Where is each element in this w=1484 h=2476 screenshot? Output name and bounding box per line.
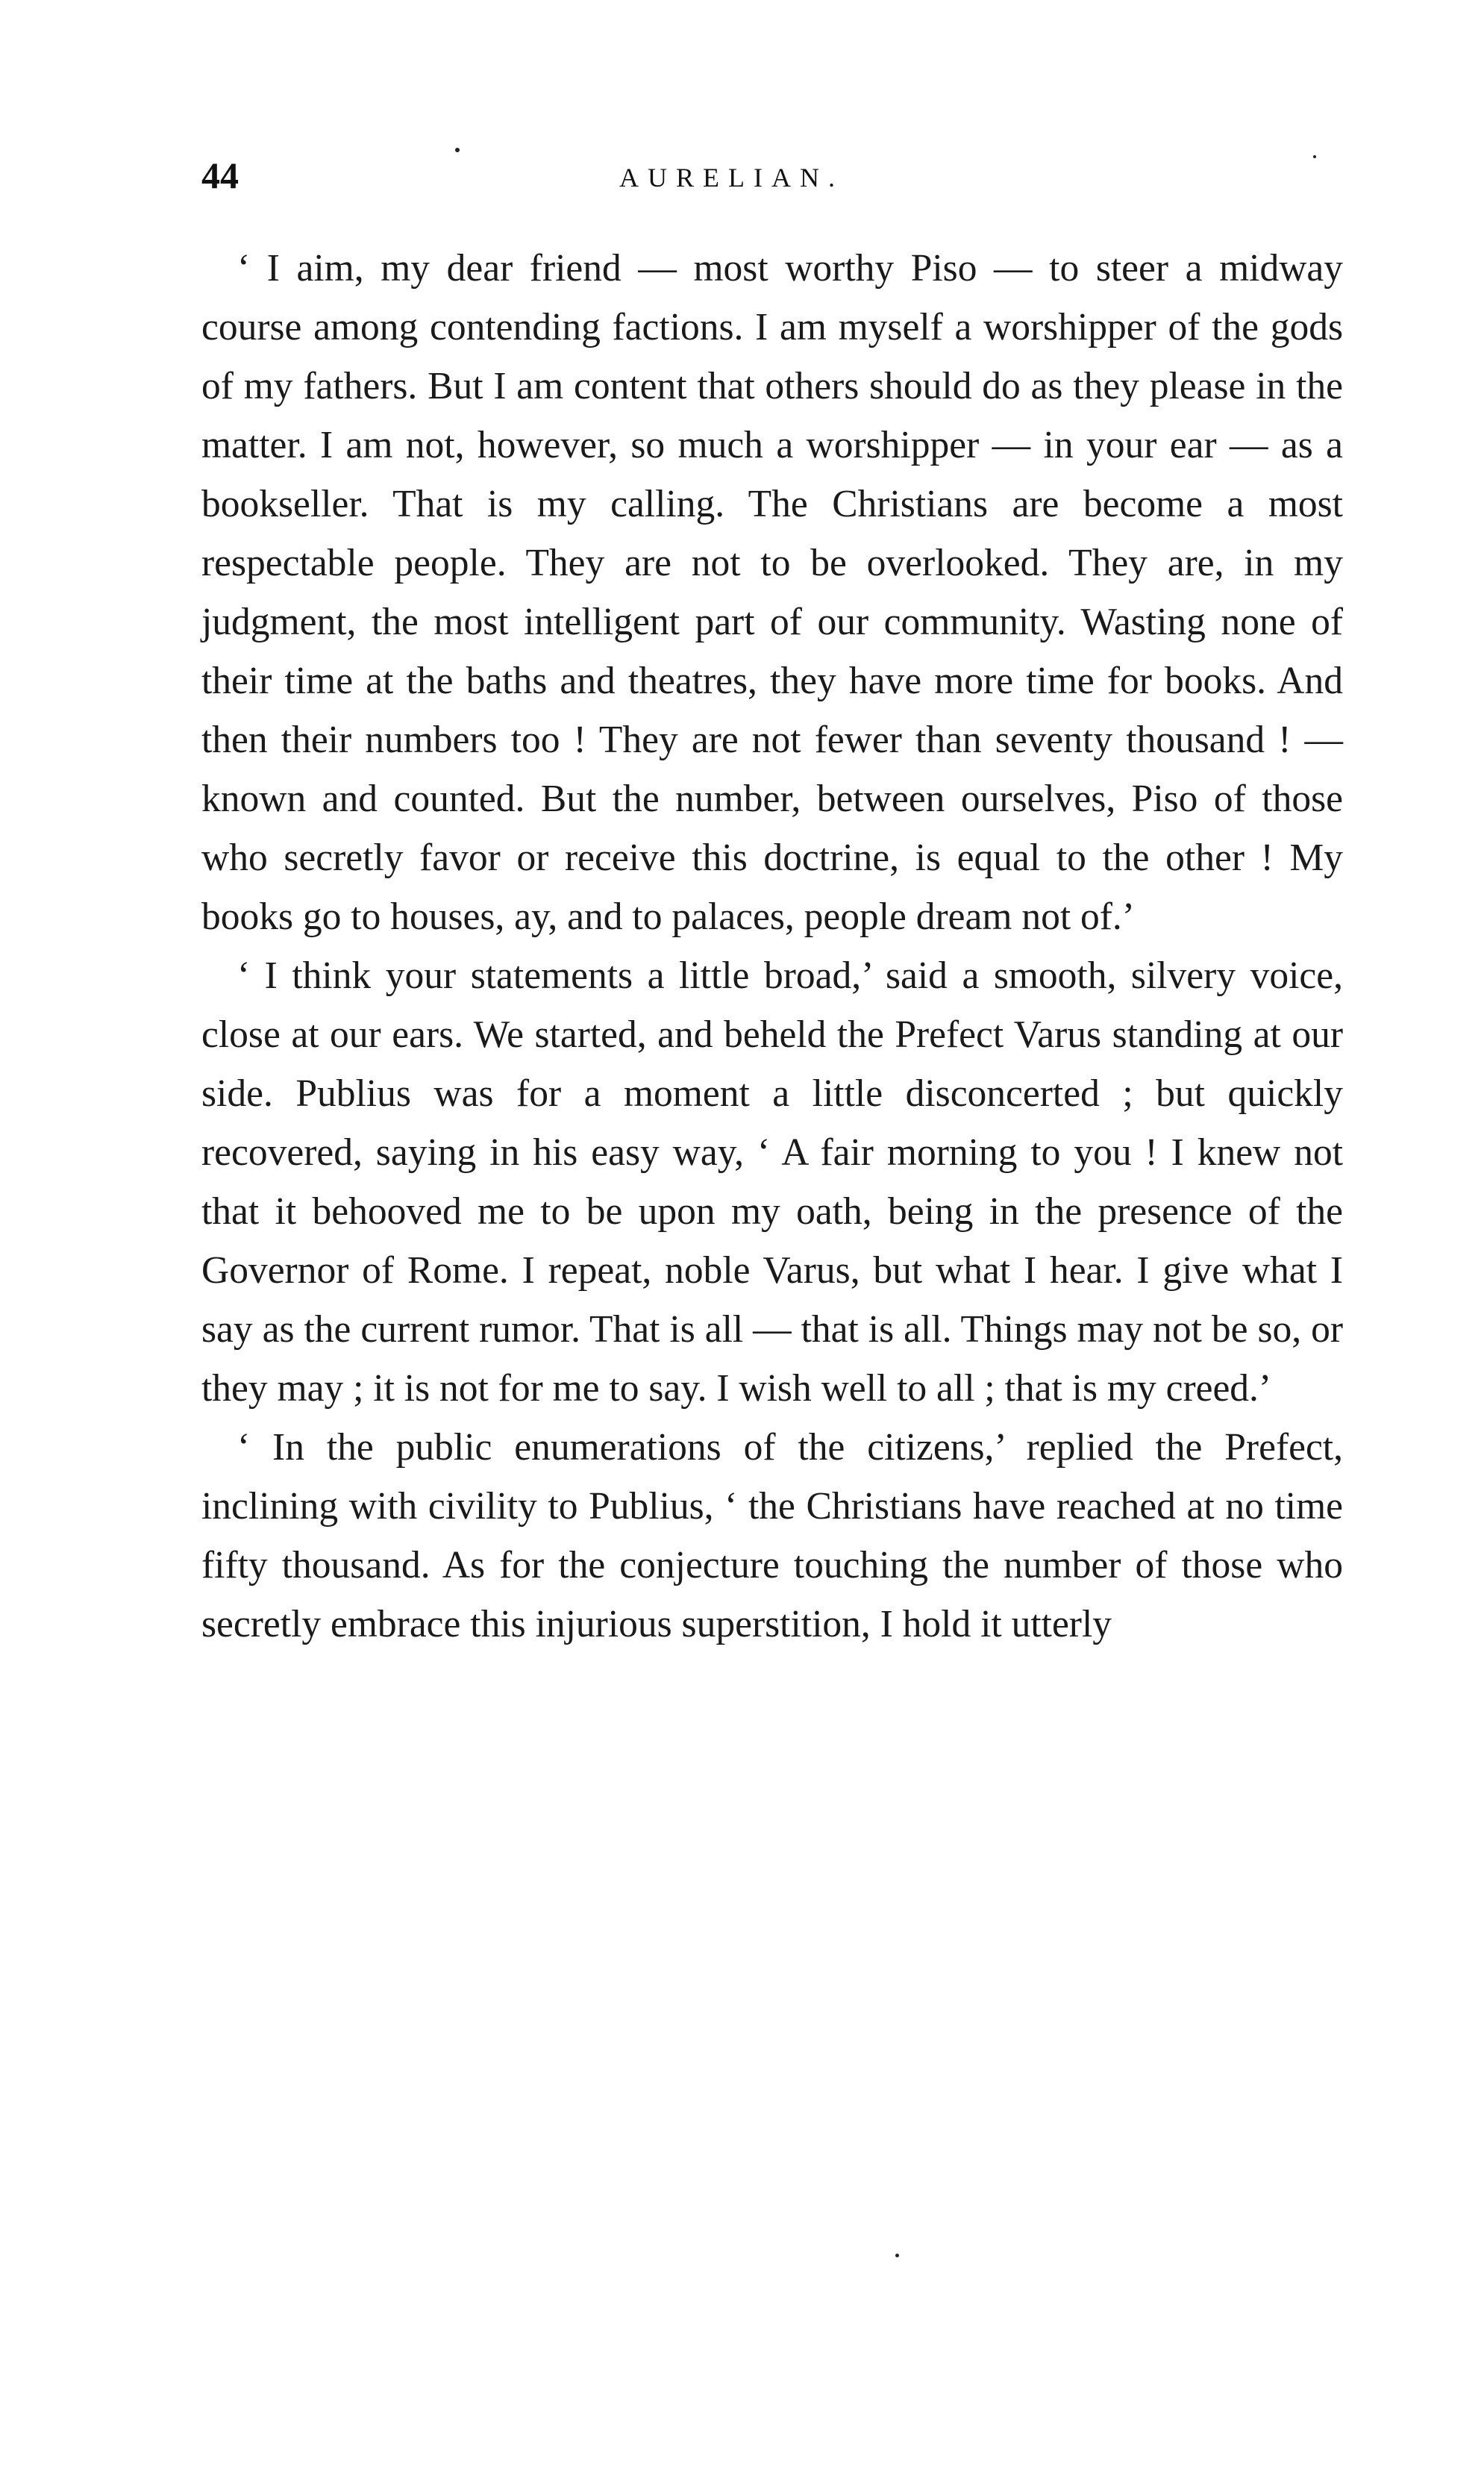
print-speck bbox=[455, 148, 460, 152]
page-header bbox=[201, 153, 1343, 205]
paragraph: ‘ I think your statements a little broad,’ said a smooth, silvery voice, close at our ears. We started, and beheld the Prefect Varus standing at our side. Publius was for a moment a little disconcerted ; but quickly recovered, saying in his easy way, ‘ A fair morning to you ! I knew not that it behooved me to be upon my oath, being in the presence of the Governor of Rome. I repeat, noble Varus, but what I hear. I give what I say as the current rumor. That is all — that is all. Things may not be so, or they may ; it is not for me to say. I wish well to all ; that is my creed.’ bbox=[201, 954, 1343, 1410]
body-text bbox=[201, 239, 1343, 1654]
running-title: AURELIAN. bbox=[619, 163, 844, 193]
print-speck bbox=[895, 2254, 899, 2257]
paragraph: ‘ In the public enumerations of the citizens,’ replied the Prefect, inclining with civility to Publius, ‘ the Christians have reached at no time fifty thousand. As for the conjecture touching the number of those who secretly embrace this injurious superstition, I hold it utterly bbox=[201, 1426, 1343, 1645]
paragraph: ‘ I aim, my dear friend — most worthy Piso — to steer a midway course among contending factions. I am myself a worshipper of the gods of my fathers. But I am content that others should do as they please in the matter. I am not, however, so much a worshipper — in your ear — as a bookseller. That is my calling. The Christians are become a most respectable people. They are not to be overlooked. They are, in my judgment, the most intelligent part of our community. Wasting none of their time at the baths and theatres, they have more time for books. And then their numbers too ! They are not fewer than seventy thousand ! — known and counted. But the number, between ourselves, Piso of those who secretly favor or receive this doctrine, is equal to the other ! My books go to houses, ay, and to palaces, people dream not of.’ bbox=[201, 247, 1343, 938]
page-number: 44 bbox=[201, 154, 239, 196]
